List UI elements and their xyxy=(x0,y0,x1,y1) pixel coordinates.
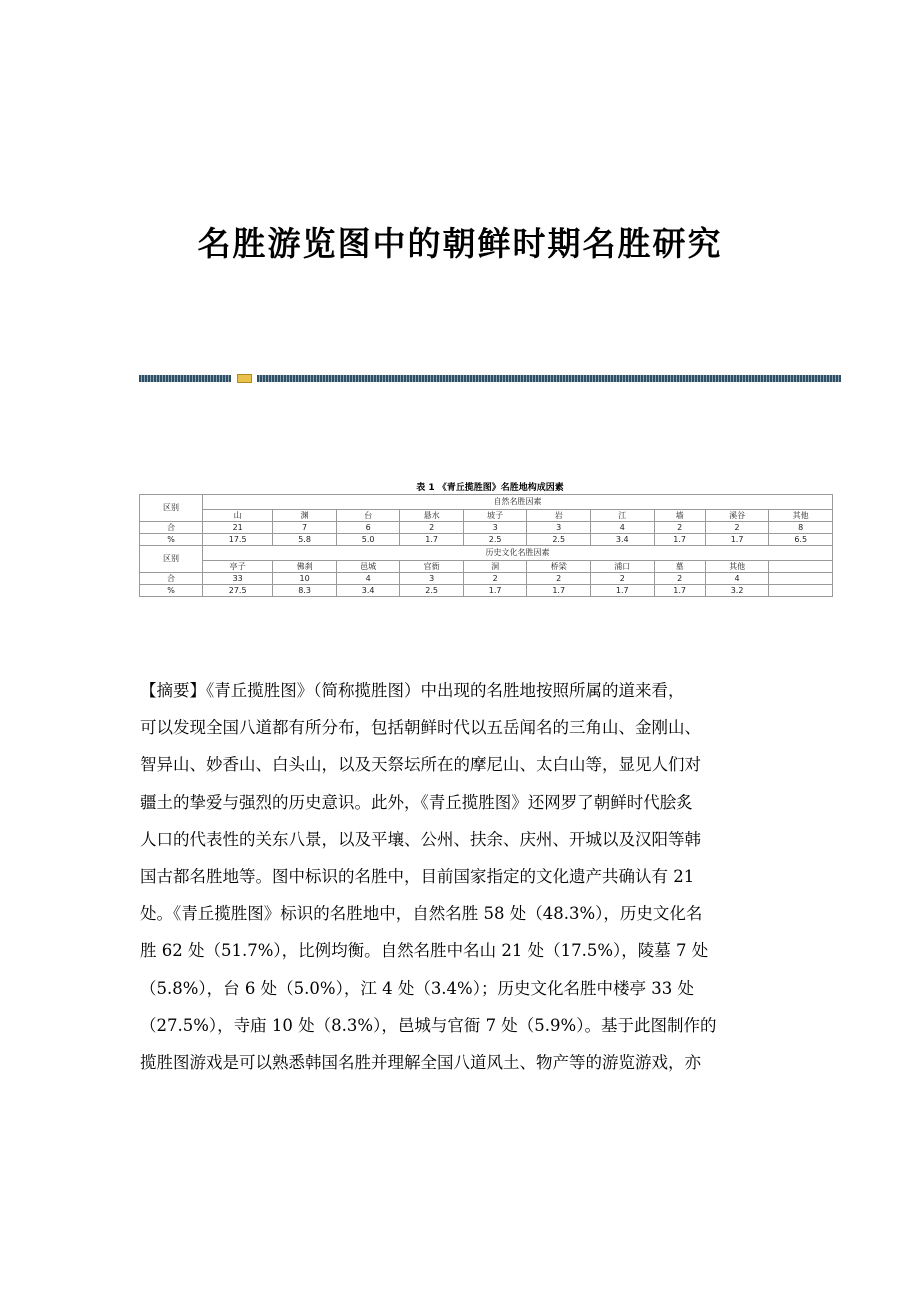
percent-cell: 5.8 xyxy=(273,534,337,546)
column-header-cell: 佛刹 xyxy=(273,561,337,573)
count-cell: 33 xyxy=(203,573,273,585)
count-cell: 8 xyxy=(769,522,833,534)
count-cell: 2 xyxy=(400,522,464,534)
percent-cell: 2.5 xyxy=(463,534,527,546)
column-header-cell: 洞 xyxy=(463,561,527,573)
column-header-cell: 官衙 xyxy=(400,561,464,573)
count-cell: 2 xyxy=(527,573,591,585)
row-label-cell: 区别 xyxy=(140,546,203,573)
percent-cell: 3.2 xyxy=(705,585,769,597)
group-header-cell: 自然名胜因素 xyxy=(203,495,833,510)
envelope-icon xyxy=(237,374,252,383)
row-label-cell: 区别 xyxy=(140,495,203,522)
percent-cell xyxy=(769,585,833,597)
percent-cell: 5.0 xyxy=(336,534,400,546)
count-cell: 2 xyxy=(463,573,527,585)
column-header-cell: 台 xyxy=(336,510,400,522)
column-header-cell: 其他 xyxy=(705,561,769,573)
table-row xyxy=(140,534,833,546)
percent-cell: 1.7 xyxy=(463,585,527,597)
count-cell: 2 xyxy=(705,522,769,534)
count-cell: 4 xyxy=(705,573,769,585)
abstract-line: 【摘要】《青丘揽胜图》（简称揽胜图）中出现的名胜地按照所属的道来看， xyxy=(140,681,685,700)
column-header-cell: 桥梁 xyxy=(527,561,591,573)
count-cell: 2 xyxy=(654,522,705,534)
abstract xyxy=(140,672,780,1081)
percent-cell: 17.5 xyxy=(203,534,273,546)
percent-cell: 1.7 xyxy=(705,534,769,546)
column-header-cell: 浦口 xyxy=(590,561,654,573)
percent-cell: 2.5 xyxy=(527,534,591,546)
group-header-cell: 历史文化名胜因素 xyxy=(203,546,833,561)
document-title: 名胜游览图中的朝鲜时期名胜研究 xyxy=(197,224,723,263)
percent-cell: 2.5 xyxy=(400,585,464,597)
count-cell: 10 xyxy=(273,573,337,585)
divider-bar-right xyxy=(257,375,841,382)
abstract-line: 胜 62 处（51.7%），比例均衡。自然名胜中名山 21 处（17.5%），陵墓 7 处 xyxy=(140,941,709,961)
column-header-cell: 悬水 xyxy=(400,510,464,522)
percent-cell: 1.7 xyxy=(527,585,591,597)
column-header-cell: 亭子 xyxy=(203,561,273,573)
abstract-line: 智异山、妙香山、白头山，以及天祭坛所在的摩尼山、太白山等，显见人们对 xyxy=(140,755,701,775)
column-header-cell: 江 xyxy=(590,510,654,522)
column-header-cell: 其他 xyxy=(769,510,833,522)
table-row xyxy=(140,546,833,561)
table-row xyxy=(140,585,833,597)
column-header-cell: 坡子 xyxy=(463,510,527,522)
column-header-cell: 溪谷 xyxy=(705,510,769,522)
column-header-cell: 渊 xyxy=(273,510,337,522)
abstract-line: 人口的代表性的关东八景，以及平壤、公州、扶余、庆州、开城以及汉阳等韩 xyxy=(140,829,701,849)
abstract-line: 国古都名胜地等。图中标识的名胜中，目前国家指定的文化遗产共确认有 21 xyxy=(140,867,695,887)
abstract-line: （5.8%），台 6 处（5.0%），江 4 处（3.4%）；历史文化名胜中楼亭 33 处 xyxy=(140,978,694,998)
table-row xyxy=(140,522,833,534)
count-label-cell: 合 xyxy=(140,522,203,534)
percent-cell: 1.7 xyxy=(654,585,705,597)
percent-cell: 1.7 xyxy=(654,534,705,546)
scenic-factors-table xyxy=(139,494,833,597)
column-header-cell: 邑城 xyxy=(336,561,400,573)
column-header-cell: 山 xyxy=(203,510,273,522)
count-label-cell: 合 xyxy=(140,573,203,585)
percent-cell: 1.7 xyxy=(400,534,464,546)
abstract-line: 处。《青丘揽胜图》标识的名胜地中，自然名胜 58 处（48.3%），历史文化名 xyxy=(140,904,703,924)
count-cell xyxy=(769,573,833,585)
count-cell: 3 xyxy=(400,573,464,585)
percent-cell: 3.4 xyxy=(590,534,654,546)
percent-cell: 3.4 xyxy=(336,585,400,597)
abstract-line: （27.5%），寺庙 10 处（8.3%），邑城与官衙 7 处（5.9%）。基于此图制作的 xyxy=(140,1015,717,1035)
count-cell: 4 xyxy=(336,573,400,585)
abstract-line: 疆土的挚爱与强烈的历史意识。此外，《青丘揽胜图》还网罗了朝鲜时代脍炙 xyxy=(140,792,693,812)
count-cell: 21 xyxy=(203,522,273,534)
abstract-line: 揽胜图游戏是可以熟悉韩国名胜并理解全国八道风土、物产等的游览游戏，亦 xyxy=(140,1053,701,1073)
divider-bar-left xyxy=(139,375,231,382)
column-header-cell: 岩 xyxy=(527,510,591,522)
column-header-cell xyxy=(769,561,833,573)
table-row xyxy=(140,510,833,522)
table-row xyxy=(140,495,833,510)
count-cell: 2 xyxy=(590,573,654,585)
percent-cell: 6.5 xyxy=(769,534,833,546)
table-row xyxy=(140,573,833,585)
percent-cell: 27.5 xyxy=(203,585,273,597)
count-cell: 2 xyxy=(654,573,705,585)
count-cell: 7 xyxy=(273,522,337,534)
table-caption: 表 1 《青丘揽胜图》名胜地构成因素 xyxy=(416,483,564,493)
column-header-cell: 墙 xyxy=(654,510,705,522)
abstract-line: 可以发现全国八道都有所分布，包括朝鲜时代以五岳闻名的三角山、金刚山、 xyxy=(140,718,701,738)
count-cell: 4 xyxy=(590,522,654,534)
percent-label-cell: % xyxy=(140,585,203,597)
percent-cell: 8.3 xyxy=(273,585,337,597)
count-cell: 3 xyxy=(527,522,591,534)
count-cell: 3 xyxy=(463,522,527,534)
decorative-divider xyxy=(139,374,841,383)
percent-label-cell: % xyxy=(140,534,203,546)
percent-cell: 1.7 xyxy=(590,585,654,597)
count-cell: 6 xyxy=(336,522,400,534)
column-header-cell: 墓 xyxy=(654,561,705,573)
table-row xyxy=(140,561,833,573)
